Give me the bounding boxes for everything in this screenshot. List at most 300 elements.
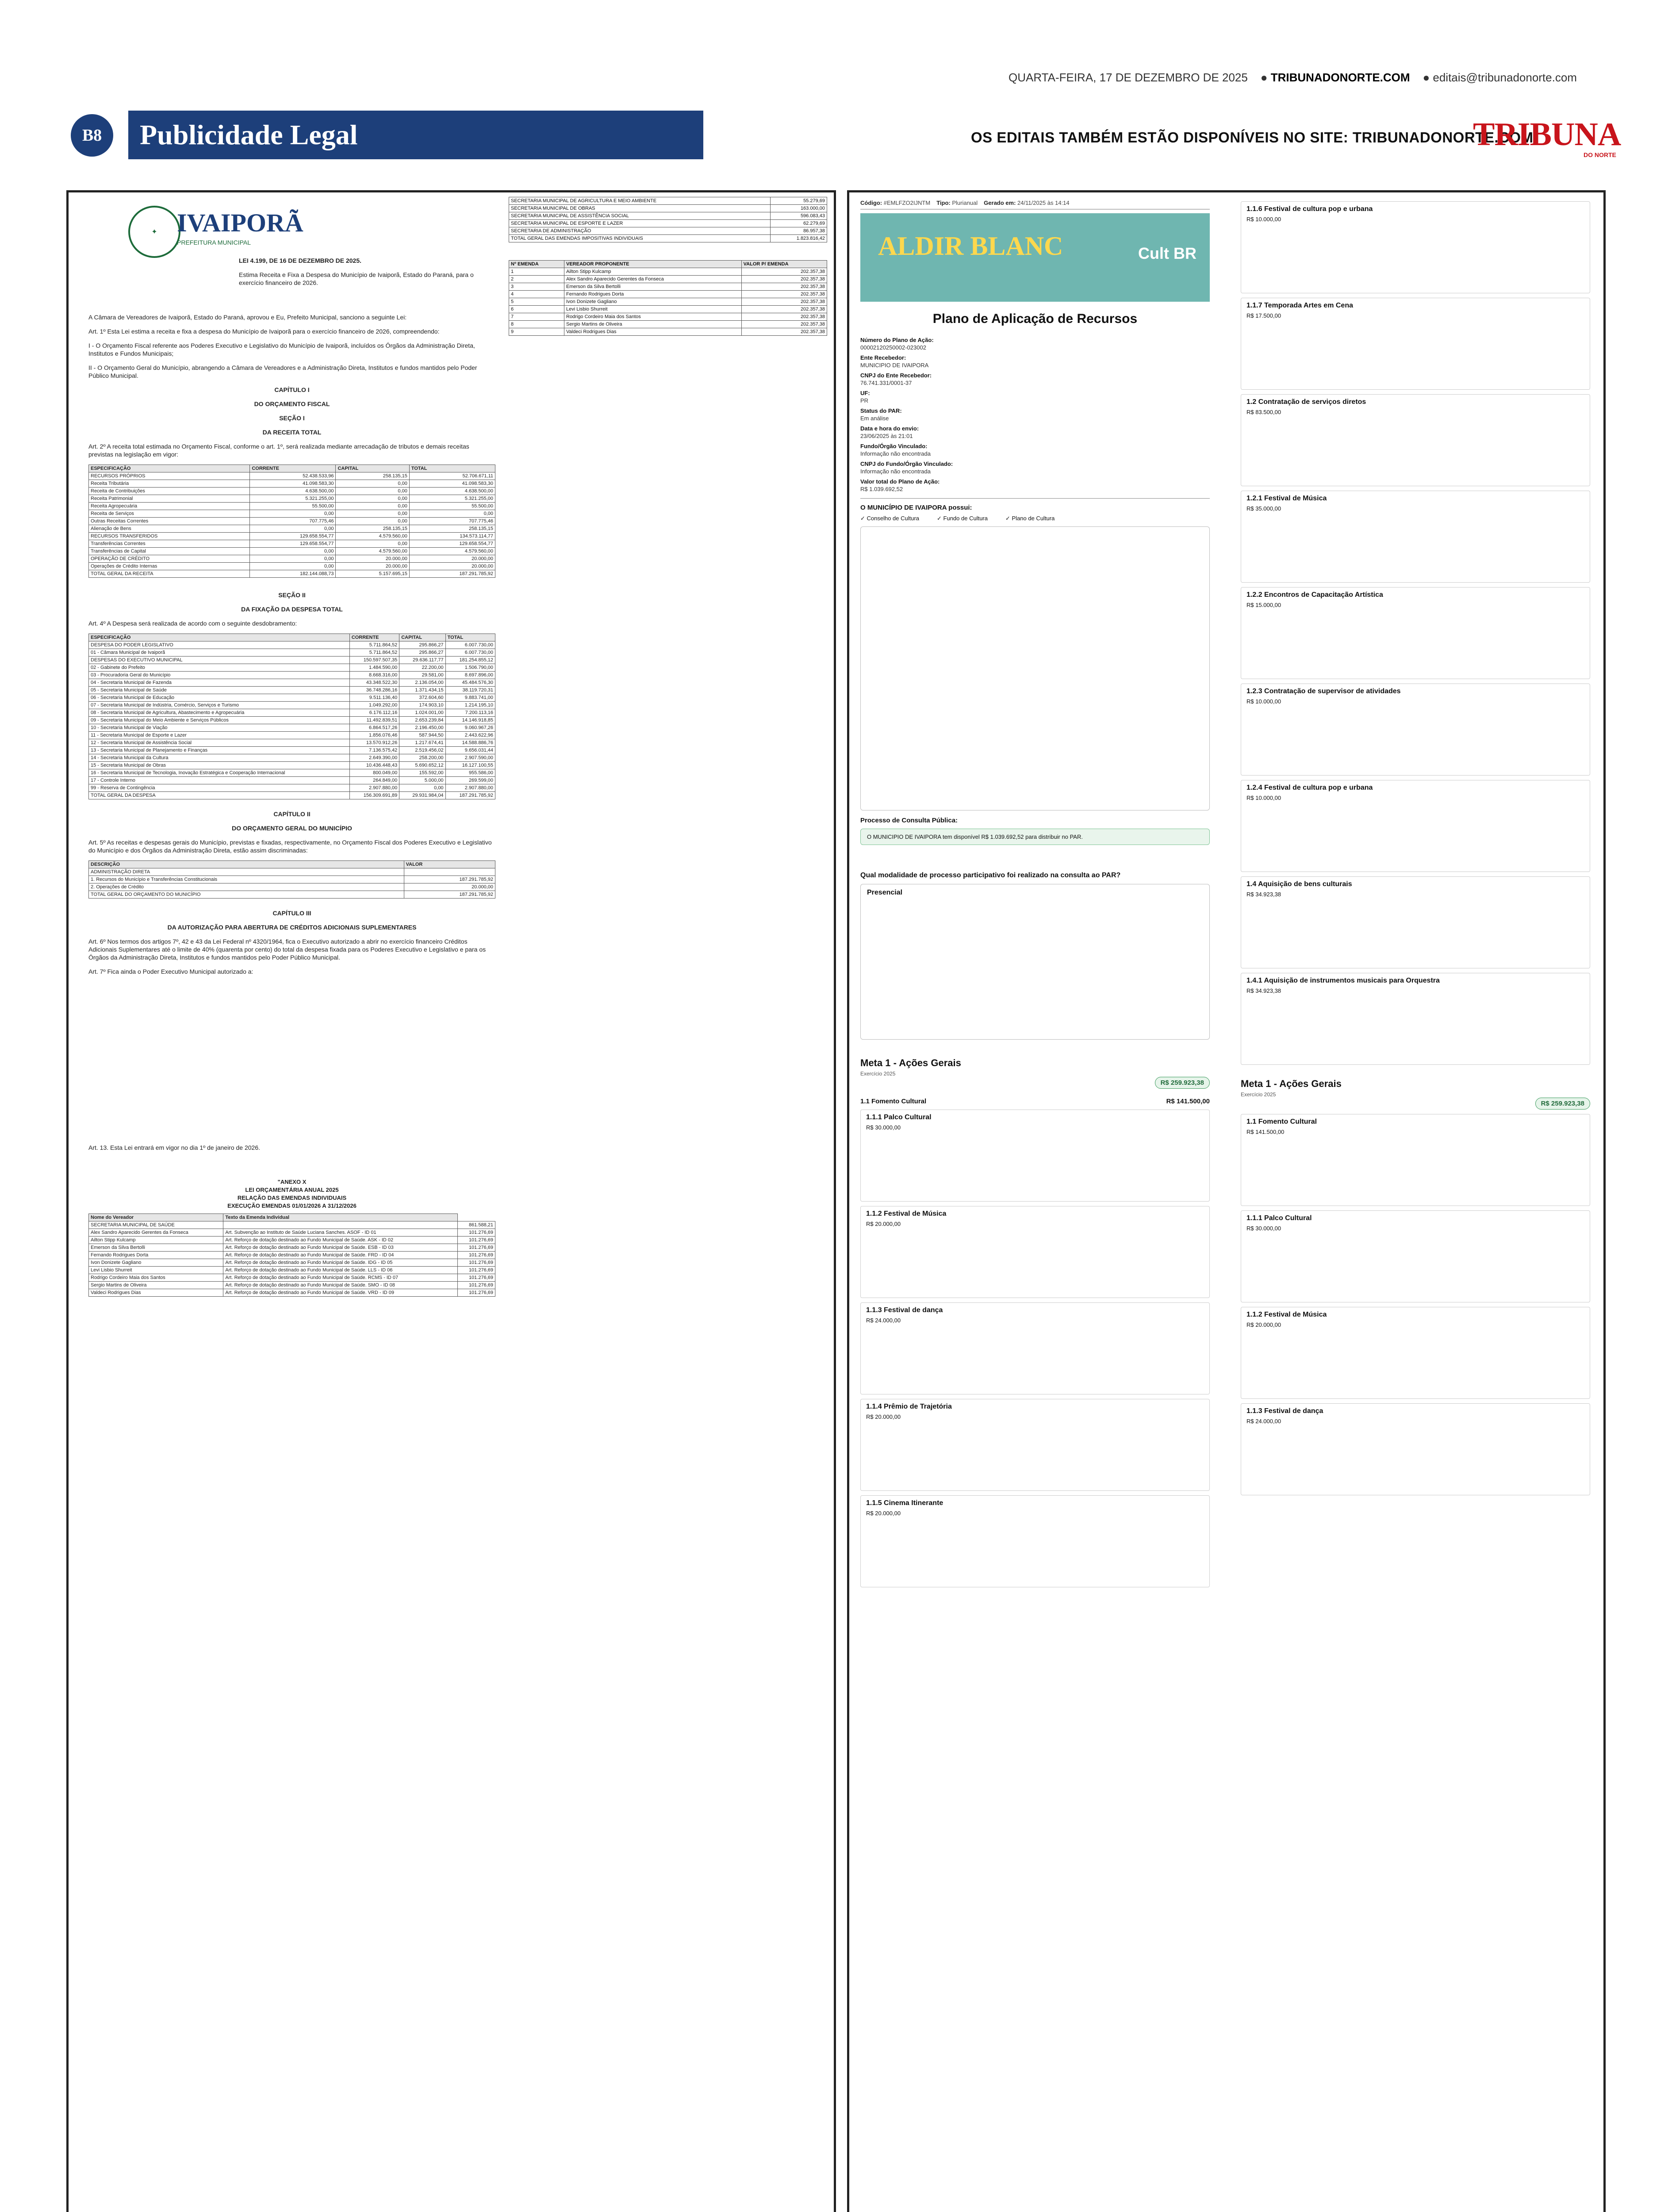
table-cell: 0,00 [336,503,409,510]
table-cell: TOTAL GERAL DO ORÇAMENTO DO MUNICÍPIO [89,891,404,899]
activity-details [866,1324,1204,1390]
table-cell: 3 [509,283,564,291]
table-cell: 4.579.560,00 [409,548,495,555]
table-cell: 41.098.583,30 [409,480,495,488]
table-cell: 5 [509,298,564,306]
table-cell: 29.581,00 [399,672,445,679]
activity-value-row [1246,215,1584,223]
table-cell: Transferências Correntes [89,540,250,548]
vereador-row [509,291,827,298]
receita-row [89,548,495,555]
table-cell: Alex Sandro Aparecido Gerentes da Fonseca [89,1229,223,1237]
despesa-row [89,641,495,649]
chapter-1: CAPÍTULO I [274,386,310,393]
activity-title: 1.1.7 Temporada Artes em Cena [1246,302,1353,309]
orcamento-geral-row [89,891,495,899]
table-cell: 55.500,00 [250,503,336,510]
fomento-value: R$ 141.500,00 [1166,1098,1210,1105]
activity-details [866,1131,1204,1198]
conselho-box [860,526,1210,810]
field-label: CNPJ do Fundo/Órgão Vinculado: [860,461,953,467]
table-cell: 9.883.741,00 [445,694,495,702]
table-cell: 20.000,00 [336,563,409,570]
activity-title: 1.2 Contratação de serviços diretos [1246,398,1366,406]
table-cell: 0,00 [409,510,495,518]
activity-value: R$ 34.923,38 [1246,891,1281,898]
activity-value: R$ 10.000,00 [1246,795,1281,801]
activity-card [1241,876,1590,968]
meta-1-exercise: Exercício 2025 [860,1071,896,1077]
activity-value: R$ 10.000,00 [1246,216,1281,223]
vereador-row [509,306,827,313]
activity-value: R$ 83.500,00 [1246,409,1281,415]
activity-title: 1.4.1 Aquisição de instrumentos musicais para Orquestra [1246,977,1440,984]
field-value: R$ 1.039.692,52 [860,486,903,492]
activity-value-row [866,1317,1204,1324]
table-header-cell: CAPITAL [399,634,445,641]
field-value: PR [860,397,869,404]
table-cell: Art. Reforço de dotação destinado ao Fundo Municipal de Saúde. FRD - ID 04 [223,1252,458,1259]
plano-field [860,389,1210,404]
activity-title: 1.1.4 Prêmio de Trajetória [866,1403,952,1410]
table-cell: 04 - Secretaria Municipal de Fazenda [89,679,350,687]
orcamento-geral-row [89,883,495,891]
activity-card [1241,780,1590,872]
meta-1-title: Meta 1 - Ações Gerais [860,1057,961,1068]
table-cell: 101.276,69 [458,1282,495,1289]
despesa-row [89,657,495,664]
table-cell: Receita Agropecuária [89,503,250,510]
table-cell: 187.291.785,92 [404,876,495,883]
activity-card [1241,201,1590,293]
chapter-1-title: DO ORÇAMENTO FISCAL [254,400,330,407]
table-cell: 7.200.113,16 [445,709,495,717]
activity-title: 1.4 Aquisição de bens culturais [1246,880,1352,888]
table-cell: 5.321.255,00 [250,495,336,503]
table-cell: SECRETARIA MUNICIPAL DE ASSISTÊNCIA SOCIAL [509,212,771,220]
table-cell: 101.276,69 [458,1237,495,1244]
field-label: Fundo/Órgão Vinculado: [860,443,928,449]
plano-field [860,336,1210,351]
tipo-value: Plurianual [952,200,978,206]
vereador-row [509,283,827,291]
despesa-row [89,717,495,724]
table-cell: 55.279,69 [770,197,827,205]
table-cell: 5.000,00 [399,777,445,784]
activity-value: R$ 17.500,00 [1246,312,1281,319]
law-art2: Art. 2º A receita total estimada no Orçamento Fiscal, conforme o art. 1º, será realizada mediante arrecadação de tributos e demais receitas previstas na legislação em vigor: [88,443,469,458]
table-cell: 258.135,15 [409,525,495,533]
table-cell: Fernando Rodrigues Dorta [564,291,742,298]
despesa-table [88,634,495,799]
table-cell: 22.200,00 [399,664,445,672]
anexo-title [88,1178,495,1210]
activity-card [1241,973,1590,1065]
plano-field [860,478,1210,493]
chapter-2-title: DO ORÇAMENTO GERAL DO MUNICÍPIO [232,825,352,832]
law-art-final: Art. 13. Esta Lei entrará em vigor no dia 1º de janeiro de 2026. [88,1144,261,1151]
activity-value-row [1246,794,1584,802]
table-cell: 0,00 [336,495,409,503]
emenda-row [89,1259,495,1267]
table-cell [223,1221,458,1229]
possui-item: ✓ Plano de Cultura [1005,515,1055,522]
table-header-cell: VALOR P/ EMENDA [741,261,827,268]
table-cell: SECRETARIA MUNICIPAL DE ESPORTE E LAZER [509,220,771,227]
table-cell: 13 - Secretaria Municipal de Planejamento e Finanças [89,747,350,754]
despesa-row [89,649,495,657]
table-cell: Emerson da Silva Bertolli [89,1244,223,1252]
aldir-blanc-banner [860,213,1210,302]
fomento-label: 1.1 Fomento Cultural [860,1098,927,1105]
field-value: MUNICIPIO DE IVAIPORA [860,362,929,369]
page-number-badge: B8 [71,114,113,157]
table-cell: 202.357,38 [741,268,827,276]
table-cell: 41.098.583,30 [250,480,336,488]
table-cell: 264.849,00 [349,777,399,784]
emenda-row [89,1237,495,1244]
table-cell: 16.127.100,55 [445,762,495,769]
despesa-row [89,664,495,672]
table-cell: Outras Receitas Correntes [89,518,250,525]
table-cell: 1.506.790,00 [445,664,495,672]
table-cell: 6.864.517,26 [349,724,399,732]
table-cell: Receita de Contribuições [89,488,250,495]
emenda-row [89,1282,495,1289]
code-value: #EMLFZO2IJNTM [883,200,931,206]
table-cell: 29.636.117,77 [399,657,445,664]
table-cell: 1 [509,268,564,276]
newspaper-logo-sub: DO NORTE [1584,151,1616,158]
consulta-title: Processo de Consulta Pública: [860,817,958,824]
chapter-3-title: DA AUTORIZAÇÃO PARA ABERTURA DE CRÉDITOS ADICIONAIS SUPLEMENTARES [167,924,417,931]
section-2-title: DA FIXAÇÃO DA DESPESA TOTAL [241,606,343,613]
activity-value: R$ 34.923,38 [1246,987,1281,994]
field-label: Valor total do Plano de Ação: [860,478,940,485]
emenda-row [89,1267,495,1274]
table-header-cell: VALOR [404,861,495,868]
possui-title: O MUNICÍPIO DE IVAIPORA possui: [860,504,972,511]
par-column-1 [860,197,1210,1592]
table-cell: RECURSOS PRÓPRIOS [89,472,250,480]
table-cell: 9 [509,328,564,336]
plano-field [860,354,1210,369]
activity-title: 1.1.6 Festival de cultura pop e urbana [1246,205,1373,213]
despesa-row [89,747,495,754]
despesa-row [89,702,495,709]
table-header-cell: Nº EMENDA [509,261,564,268]
receita-row [89,540,495,548]
despesa-row [89,784,495,792]
field-value: Informação não encontrada [860,468,931,475]
table-cell: 1. Recursos do Município e Transferências Constitucionais [89,876,404,883]
table-cell: SECRETARIA MUNICIPAL DE AGRICULTURA E MEIO AMBIENTE [509,197,771,205]
table-cell: 587.944,50 [399,732,445,739]
possui-item: ✓ Conselho de Cultura [860,515,920,522]
table-cell: 181.254.855,12 [445,657,495,664]
activity-title: 1.2.2 Encontros de Capacitação Artística [1246,591,1383,599]
table-cell: 2.649.390,00 [349,754,399,762]
activity-card [1241,1403,1590,1495]
city-crest [128,206,180,258]
activity-title: 1.1.3 Festival de dança [866,1306,943,1314]
receita-row [89,472,495,480]
table-cell: Emerson da Silva Bertolli [564,283,742,291]
activity-value: R$ 24.000,00 [866,1317,901,1324]
table-cell: 1.049.292,00 [349,702,399,709]
crest-icon: ✦ [128,206,180,258]
table-cell: 202.357,38 [741,306,827,313]
table-cell: 20.000,00 [336,555,409,563]
activity-value: R$ 20.000,00 [1246,1321,1281,1328]
table-cell: 20.000,00 [404,883,495,891]
table-cell: 202.357,38 [741,328,827,336]
table-cell: 2 [509,276,564,283]
table-cell: 14 - Secretaria Municipal da Cultura [89,754,350,762]
emenda-row [89,1221,495,1229]
table-cell: 02 - Gabinete do Prefeito [89,664,350,672]
plano-field [860,407,1210,422]
meta-1-pill-wrap [860,1077,1210,1089]
table-cell: 1.217.674,41 [399,739,445,747]
law-column-1 [88,257,495,1297]
activity-details [1246,898,1584,964]
table-cell: 4.638.500,00 [250,488,336,495]
table-cell: 372.604,60 [399,694,445,702]
table-cell: 101.276,69 [458,1259,495,1267]
plano-field [860,442,1210,457]
vereadores-table [509,260,827,336]
activity-value-row [866,1220,1204,1228]
table-cell: 62.279,69 [770,220,827,227]
activity-value-row [866,1124,1204,1131]
activity-value-row [1246,698,1584,705]
table-cell: 0,00 [336,510,409,518]
activity-details [1246,1136,1584,1202]
plano-field [860,372,1210,387]
table-cell: Valdeci Rodrigues Dias [564,328,742,336]
table-cell: OPERAÇÃO DE CRÉDITO [89,555,250,563]
table-cell: 163.000,00 [770,205,827,212]
activity-value-row [1246,1225,1584,1232]
emenda-secao-row [509,212,827,220]
table-cell: 174.903,10 [399,702,445,709]
table-cell: Rodrigo Cordeiro Maia dos Santos [89,1274,223,1282]
table-cell: Art. Reforço de dotação destinado ao Fundo Municipal de Saúde. VRD - ID 09 [223,1289,458,1297]
plano-fields [860,336,1210,493]
despesa-row [89,672,495,679]
table-cell: 4.579.560,00 [336,548,409,555]
table-cell: 0,00 [336,488,409,495]
emendas-table [88,1214,495,1297]
table-cell: 258.135,15 [336,472,409,480]
table-header-cell: Texto da Emenda Individual [223,1214,458,1221]
table-header-cell: CORRENTE [349,634,399,641]
table-cell: 134.573.114,77 [409,533,495,540]
table-cell: 6.007.730,00 [445,641,495,649]
table-cell: Ivon Donizete Gagliano [564,298,742,306]
table-cell: Art. Reforço de dotação destinado ao Fundo Municipal de Saúde. ASK - ID 02 [223,1237,458,1244]
plano-field [860,425,1210,440]
activity-value-row [1246,408,1584,416]
table-header-cell: TOTAL [409,465,495,472]
activity-value-row [1246,1321,1584,1329]
activity-title: 1.1 Fomento Cultural [1246,1118,1317,1125]
field-value: Informação não encontrada [860,450,931,457]
modalidade-question: Qual modalidade de processo participativo foi realizado na consulta ao PAR? [860,872,1121,879]
table-cell: Fernando Rodrigues Dorta [89,1252,223,1259]
table-header-cell: DESCRIÇÃO [89,861,404,868]
table-cell: 0,00 [250,510,336,518]
chapter-2: CAPÍTULO II [273,810,311,818]
table-cell: 295.866,27 [399,649,445,657]
table-cell: 7.136.575,42 [349,747,399,754]
emenda-secao-row [509,197,827,205]
chapter-3: CAPÍTULO III [272,910,311,917]
table-cell: Art. Reforço de dotação destinado ao Fundo Municipal de Saúde. ESB - ID 03 [223,1244,458,1252]
table-cell: 2. Operações de Crédito [89,883,404,891]
newspaper-logo: TRIBUNA [1473,116,1621,153]
table-cell: 269.599,00 [445,777,495,784]
table-header-cell: CORRENTE [250,465,336,472]
activities-list-3 [1241,1114,1590,1495]
table-cell: Alex Sandro Aparecido Gerentes da Fonseca [564,276,742,283]
activity-value: R$ 20.000,00 [866,1221,901,1227]
table-cell: 8 [509,321,564,328]
table-cell: 2.136.054,00 [399,679,445,687]
emenda-secao-row [509,227,827,235]
section-1: SEÇÃO I [279,415,305,422]
online-notice: OS EDITAIS TAMBÉM ESTÃO DISPONÍVEIS NO SITE: TRIBUNADONORTE.COM [971,129,1534,146]
activities-list-2 [1241,201,1590,1065]
table-cell: 6.007.730,00 [445,649,495,657]
table-cell: Valdeci Rodrigues Dias [89,1289,223,1297]
activity-value: R$ 35.000,00 [1246,505,1281,512]
table-cell: 187.291.785,92 [445,792,495,799]
activity-title: 1.1.2 Festival de Música [866,1210,947,1217]
field-label: Status do PAR: [860,407,902,414]
city-subtitle: PREFEITURA MUNICIPAL [177,239,251,246]
activity-card [1241,491,1590,583]
activity-card [1241,394,1590,486]
orcamento-geral-row [89,876,495,883]
table-cell: 202.357,38 [741,276,827,283]
receita-row [89,563,495,570]
law-intro: A Câmara de Vereadores de Ivaiporã, Estado do Paraná, aprovou e Eu, Prefeito Municipal, sanciono a seguinte Lei: [88,314,407,321]
activity-details [1246,609,1584,675]
table-cell: 13.570.912,26 [349,739,399,747]
meta-1-value: R$ 259.923,38 [1155,1077,1210,1089]
table-cell: 0,00 [250,525,336,533]
table-cell: Receita Patrimonial [89,495,250,503]
table-cell: 4.579.560,00 [336,533,409,540]
receita-row [89,518,495,525]
table-cell: 2.519.456,02 [399,747,445,754]
despesa-row [89,732,495,739]
field-label: Data e hora do envio: [860,425,919,432]
table-cell: 295.866,27 [399,641,445,649]
table-cell: 10 - Secretaria Municipal de Viação [89,724,350,732]
table-cell: 5.711.864,52 [349,641,399,649]
table-cell: 14.588.886,76 [445,739,495,747]
table-cell: 9.511.136,40 [349,694,399,702]
activity-title: 1.2.4 Festival de cultura pop e urbana [1246,784,1373,791]
table-cell: 09 - Secretaria Municipal do Meio Ambiente e Serviços Públicos [89,717,350,724]
vereador-row [509,276,827,283]
table-cell: 202.357,38 [741,313,827,321]
table-cell: 202.357,38 [741,283,827,291]
table-cell: 202.357,38 [741,291,827,298]
activity-value-row [1246,1128,1584,1136]
table-cell: 101.276,69 [458,1274,495,1282]
activity-details [1246,319,1584,386]
table-cell: 10.436.448,43 [349,762,399,769]
emenda-row [89,1229,495,1237]
table-cell: TOTAL GERAL DAS EMENDAS IMPOSITIVAS INDIVIDUAIS [509,235,771,242]
presencial-box [860,884,1210,1040]
despesa-row [89,709,495,717]
activity-value: R$ 141.500,00 [1246,1129,1285,1135]
meta-1b-title: Meta 1 - Ações Gerais [1241,1078,1342,1089]
table-cell: Ailton Stipp Kulcamp [89,1237,223,1244]
table-cell: 06 - Secretaria Municipal de Educação [89,694,350,702]
fomento-row [860,1098,1210,1105]
site-link[interactable]: TRIBUNADONORTE.COM [1270,71,1410,84]
receita-row [89,570,495,578]
banner-title: ALDIR BLANC [878,231,1063,261]
table-cell: 187.291.785,92 [409,570,495,578]
receita-row [89,510,495,518]
activity-details [1246,1425,1584,1491]
table-cell: 1.856.076,46 [349,732,399,739]
emenda-secao-row [509,235,827,242]
vereador-row [509,328,827,336]
vereador-row [509,268,827,276]
despesa-row [89,777,495,784]
table-cell: 5.690.652,12 [399,762,445,769]
table-cell: 0,00 [399,784,445,792]
table-cell: 707.775,46 [409,518,495,525]
activity-title: 1.2.3 Contratação de supervisor de atividades [1246,687,1401,695]
table-cell: 861.588,21 [458,1221,495,1229]
emenda-row [89,1252,495,1259]
page-code-header [860,197,1210,210]
table-cell: 52.438.533,96 [250,472,336,480]
table-cell: 5.321.255,00 [409,495,495,503]
activity-value: R$ 20.000,00 [866,1510,901,1517]
activity-title: 1.1.2 Festival de Música [1246,1311,1327,1318]
table-cell: ADMINISTRAÇÃO DIRETA [89,868,404,876]
table-cell: Ivon Donizete Gagliano [89,1259,223,1267]
emenda-secao-row [509,205,827,212]
activity-details [866,1517,1204,1583]
activity-value-row [866,1413,1204,1421]
table-cell: 7 [509,313,564,321]
despesa-row [89,792,495,799]
table-cell: Levi Lisbio Shurreit [564,306,742,313]
presencial-label: Presencial [867,889,903,896]
activity-details [1246,1329,1584,1395]
table-cell: 45.484.576,30 [445,679,495,687]
table-cell: Sergio Martins de Oliveira [564,321,742,328]
table-cell: 182.144.088,73 [250,570,336,578]
activity-details [1246,223,1584,289]
receita-row [89,555,495,563]
table-cell: 101.276,69 [458,1244,495,1252]
header-bar: QUARTA-FEIRA, 17 DE DEZEMBRO DE 2025 ● TRIBUNADONORTE.COM ● editais@tribunadonorte.com [1009,71,1577,84]
possui-item: ✓ Fundo de Cultura [937,515,988,522]
email-link[interactable]: editais@tribunadonorte.com [1433,71,1577,84]
